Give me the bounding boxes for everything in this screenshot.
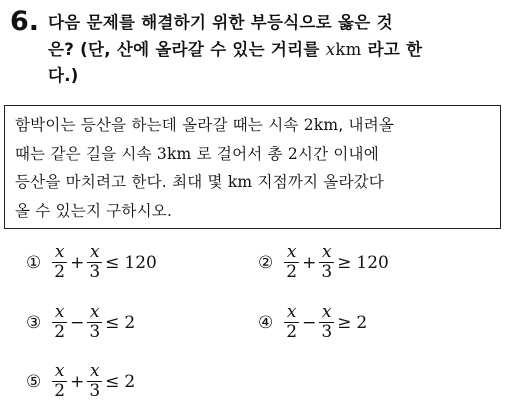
choice-5-num-2: x bbox=[89, 361, 100, 381]
problem-line-1-b: , 내려올 bbox=[338, 116, 395, 134]
problem-line-3-a: 등산을 마치려고 한다. 최대 몇 bbox=[15, 173, 228, 191]
choice-4-marker: ④ bbox=[258, 312, 274, 333]
choice-4-den-2: 3 bbox=[321, 322, 333, 342]
choice-3-den-1: 2 bbox=[54, 322, 66, 342]
choice-2-operator: + bbox=[302, 252, 317, 273]
question-variable: x bbox=[325, 39, 336, 59]
problem-line-1 bbox=[15, 111, 494, 140]
choice-1-fraction-2 bbox=[87, 243, 102, 282]
choice-3[interactable] bbox=[26, 303, 135, 342]
question-line-1: 다음 문제를 해결하기 위한 부등식으로 옳은 것 bbox=[48, 13, 393, 32]
choice-2-fraction-1 bbox=[284, 243, 299, 282]
choice-3-relation: ≤ bbox=[105, 312, 120, 333]
choice-2-den-1: 2 bbox=[286, 262, 298, 282]
question-line-2 bbox=[48, 37, 508, 64]
question-line-2-b: 라고 한 bbox=[361, 39, 423, 59]
choice-4-fraction-2 bbox=[319, 303, 334, 342]
choice-1-fraction-1 bbox=[52, 243, 67, 282]
choice-3-fraction-1 bbox=[52, 303, 67, 342]
choice-4-rhs: 2 bbox=[356, 312, 368, 333]
question-unit: km bbox=[335, 39, 362, 59]
choice-4-num-2: x bbox=[321, 302, 332, 322]
choice-3-marker: ③ bbox=[26, 312, 42, 333]
choice-5-den-1: 2 bbox=[54, 381, 66, 401]
choice-5-num-1: x bbox=[54, 361, 65, 381]
choice-2[interactable] bbox=[258, 243, 389, 282]
problem-unit: km bbox=[227, 173, 253, 191]
choice-3-rhs: 2 bbox=[124, 312, 136, 333]
choice-3-den-2: 3 bbox=[89, 322, 101, 342]
choice-5-relation: ≤ bbox=[105, 371, 120, 392]
problem-line-3 bbox=[15, 168, 494, 197]
choice-2-den-2: 3 bbox=[321, 262, 333, 282]
problem-line-2-b: 로 걸어서 총 bbox=[191, 144, 288, 163]
choice-3-fraction-2 bbox=[87, 303, 102, 342]
choice-5-marker: ⑤ bbox=[26, 371, 42, 392]
choice-2-marker: ② bbox=[258, 252, 274, 273]
choice-5-rhs: 2 bbox=[124, 371, 136, 392]
question-line-2-a: 은? (단, 산에 올라갈 수 있는 거리를 bbox=[48, 39, 326, 59]
choice-4-fraction-1 bbox=[284, 303, 299, 342]
choice-1-num-1: x bbox=[54, 242, 65, 262]
choice-1-den-2: 3 bbox=[89, 262, 101, 282]
question-number: 6. bbox=[10, 6, 40, 37]
choice-1-operator: + bbox=[70, 252, 85, 273]
choice-3-num-2: x bbox=[89, 302, 100, 322]
problem-box bbox=[4, 105, 501, 229]
choice-1-rhs: 120 bbox=[124, 252, 157, 273]
choice-2-num-2: x bbox=[321, 242, 332, 262]
choice-5-operator: + bbox=[70, 371, 85, 392]
problem-down-speed: 3km bbox=[156, 144, 192, 163]
choice-1-num-2: x bbox=[89, 242, 100, 262]
choice-5[interactable] bbox=[26, 362, 135, 401]
question-text bbox=[48, 10, 508, 90]
choice-2-relation: ≥ bbox=[337, 252, 352, 273]
problem-line-2-a: 때는 같은 길을 시속 bbox=[15, 144, 157, 163]
problem-line-3-b: 지점까지 올라갔다 bbox=[252, 173, 384, 191]
choice-4-den-1: 2 bbox=[286, 322, 298, 342]
choice-1-marker: ① bbox=[26, 252, 42, 273]
choice-5-den-2: 3 bbox=[89, 381, 101, 401]
choice-3-num-1: x bbox=[54, 302, 65, 322]
choice-4-num-1: x bbox=[286, 302, 297, 322]
choice-1[interactable] bbox=[26, 243, 157, 282]
choice-1-den-1: 2 bbox=[54, 262, 66, 282]
choice-2-num-1: x bbox=[286, 242, 297, 262]
choice-1-relation: ≤ bbox=[105, 252, 120, 273]
choice-5-fraction-2 bbox=[87, 362, 102, 401]
choice-2-rhs: 120 bbox=[356, 252, 389, 273]
problem-line-4: 올 수 있는지 구하시오. bbox=[15, 201, 173, 220]
problem-line-2-c: 시간 이내에 bbox=[297, 144, 379, 163]
problem-line-2 bbox=[15, 140, 494, 169]
choice-4-relation: ≥ bbox=[337, 312, 352, 333]
choice-3-operator: − bbox=[70, 312, 85, 333]
choice-4-operator: − bbox=[302, 312, 317, 333]
choice-5-fraction-1 bbox=[52, 362, 67, 401]
problem-line-1-a: 함박이는 등산을 하는데 올라갈 때는 시속 bbox=[15, 116, 304, 134]
question-line-3: 다.) bbox=[48, 66, 79, 85]
problem-hours: 2 bbox=[287, 144, 298, 163]
problem-up-speed: 2km bbox=[303, 116, 339, 134]
choice-2-fraction-2 bbox=[319, 243, 334, 282]
choice-4[interactable] bbox=[258, 303, 367, 342]
